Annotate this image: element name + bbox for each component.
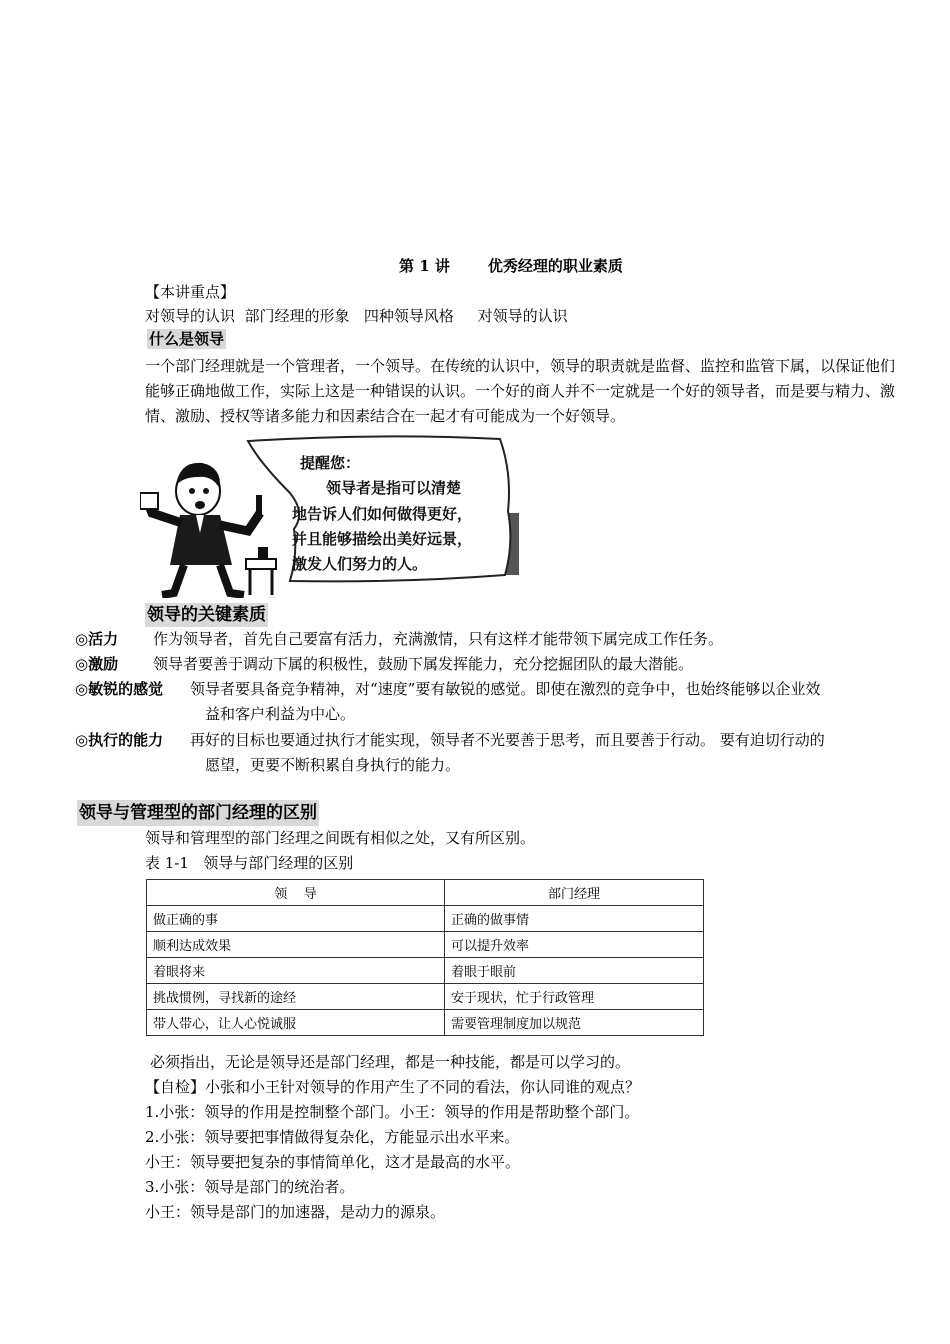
table-cell: 带人带心，让人心悦诚服	[147, 1010, 445, 1036]
table-cell: 安于现状，忙于行政管理	[445, 984, 704, 1010]
self-check-line-4: 3.小张：领导是部门的统治者。	[145, 1178, 355, 1196]
self-check-question: 【自检】小张和小王针对领导的作用产生了不同的看法，你认同谁的观点？	[145, 1078, 641, 1096]
difference-intro: 领导和管理型的部门经理之间既有相似之处，又有所区别。	[145, 829, 536, 847]
man-figure	[140, 463, 262, 595]
table-cell: 顺利达成效果	[147, 932, 445, 958]
self-check-line-1: 1.小张：领导的作用是控制整个部门。小王：领导的作用是帮助整个部门。	[145, 1103, 640, 1121]
table-cell: 可以提升效率	[445, 932, 704, 958]
section-heading-key-qualities: 领导的关键素质	[147, 605, 266, 625]
lecture-name: 优秀经理的职业素质	[487, 257, 623, 275]
poster-line-3: 地告诉人们如何做得更好，	[292, 505, 473, 523]
quality-text-vitality: 作为领导者，首先自己要富有活力，充满激情，只有这样才能带领下属完成工作任务。	[153, 630, 724, 648]
table-row	[147, 906, 704, 932]
comparison-table	[146, 879, 704, 1036]
what-is-leadership-paragraph: 一个部门经理就是一个管理者，一个领导。在传统的认识中，领导的职责就是监督、监控和监管下属，以保证他们能够正确地做工作，实际上这是一种错误的认识。一个好的商人并不一定就是一个好的领导者，而是要与精力、激情、激励、授权等诸多能力和因素结合在一起才有可能成为一个好领导。	[145, 357, 896, 425]
table-row	[147, 1010, 704, 1036]
quality-text-execution-cont: 愿望，更要不断积累自身执行的能力。	[205, 756, 461, 774]
table-row	[147, 958, 704, 984]
table-cell: 需要管理制度加以规范	[445, 1010, 704, 1036]
poster-line-1: 提醒您：	[300, 454, 361, 472]
key-points-topics: 对领导的认识 部门经理的形象 四种领导风格 对领导的认识	[145, 307, 568, 325]
table-cell: 挑战惯例，寻找新的途经	[147, 984, 445, 1010]
table-cell: 着眼于眼前	[445, 958, 704, 984]
quality-label-vitality: ◎活力	[75, 630, 119, 648]
self-check-line-2: 2.小张：领导要把事情做得复杂化，方能显示出水平来。	[145, 1128, 520, 1146]
quality-text-execution: 再好的目标也要通过执行才能实现，领导者不光要善于思考，而且要善于行动。 要有迫切行动的	[190, 731, 825, 749]
quality-label-sharp-sense: ◎敏锐的感觉	[75, 680, 164, 698]
table-cell: 做正确的事	[147, 906, 445, 932]
quality-text-sharp-sense-cont: 益和客户利益为中心。	[205, 705, 356, 723]
self-check-line-5: 小王：领导是部门的加速器，是动力的源泉。	[145, 1203, 446, 1221]
key-points-label: 【本讲重点】	[145, 283, 236, 301]
quality-label-motivation: ◎激励	[75, 655, 119, 673]
table-header-manager: 部门经理	[445, 880, 704, 906]
lecture-title	[399, 254, 623, 278]
lecture-number: 第 1 讲	[399, 257, 450, 275]
poster-line-4: 并且能够描绘出美好远景，	[292, 530, 473, 548]
leader-illustration	[140, 433, 525, 598]
quality-label-execution: ◎执行的能力	[75, 731, 164, 749]
poster-line-5: 激发人们努力的人。	[292, 555, 428, 573]
table-row	[147, 984, 704, 1010]
quality-text-motivation: 领导者要善于调动下属的积极性，鼓励下属发挥能力，充分挖掘团队的最大潜能。	[153, 655, 694, 673]
table-cell: 着眼将来	[147, 958, 445, 984]
table-caption: 表 1-1 领导与部门经理的区别	[145, 854, 354, 872]
table-header-row	[147, 880, 704, 906]
section-heading-what-is-leadership: 什么是领导	[149, 330, 225, 348]
table-row	[147, 932, 704, 958]
section-heading-difference: 领导与管理型的部门经理的区别	[77, 800, 319, 826]
table-cell: 正确的做事情	[445, 906, 704, 932]
leader-cartoon-image	[140, 433, 525, 598]
table-header-leader: 领 导	[147, 880, 445, 906]
poster-line-2: 领导者是指可以清楚	[326, 479, 462, 497]
difference-conclusion: 必须指出，无论是领导还是部门经理，都是一种技能，都是可以学习的。	[150, 1053, 631, 1071]
self-check-line-3: 小王：领导要把复杂的事情简单化，这才是最高的水平。	[145, 1153, 521, 1171]
quality-text-sharp-sense: 领导者要具备竞争精神，对“速度”要有敏锐的感觉。即使在激烈的竞争中，也始终能够以企业效	[190, 680, 821, 698]
